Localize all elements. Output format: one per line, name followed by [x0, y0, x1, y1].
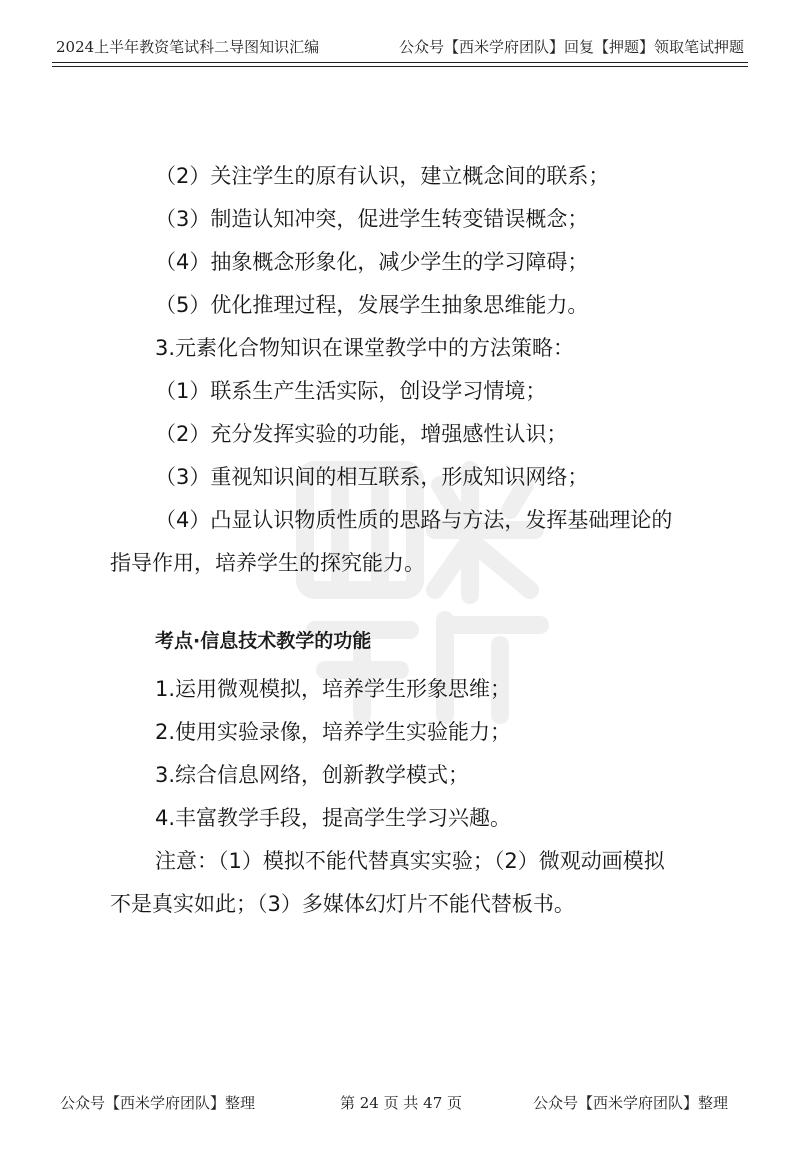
- text-line: （1）联系生产生活实际，创设学习情境；: [155, 379, 547, 403]
- text-line: 指导作用，培养学生的探究能力。: [110, 551, 425, 575]
- text-line: （5）优化推理过程，发展学生抽象思维能力。: [155, 293, 589, 317]
- text-line: 4.丰富教学手段，提高学生学习兴趣。: [155, 806, 512, 830]
- footer-left: 公众号【西米学府团队】整理: [60, 1094, 256, 1112]
- text-line: （2）关注学生的原有认识，建立概念间的联系；: [155, 164, 610, 188]
- header-title: 2024上半年教资笔试科二导图知识汇编: [56, 38, 320, 56]
- header-promo: 公众号【西米学府团队】回复【押题】领取笔试押题: [398, 38, 744, 56]
- text-line: （3）制造认知冲突，促进学生转变错误概念；: [155, 207, 589, 231]
- text-line: （2）充分发挥实验的功能，增强感性认识；: [155, 422, 568, 446]
- header-divider: [52, 62, 748, 67]
- text-line: 2.使用实验录像，培养学生实验能力；: [155, 720, 512, 744]
- text-line: 1.运用微观模拟，培养学生形象思维；: [155, 677, 512, 701]
- page-number: 第 24 页 共 47 页: [340, 1094, 463, 1112]
- text-line: （4）凸显认识物质性质的思路与方法，发挥基础理论的: [155, 508, 673, 532]
- section-title: 考点·信息技术教学的功能: [155, 630, 372, 652]
- text-line: 3.综合信息网络，创新教学模式；: [155, 763, 470, 787]
- page-header: [56, 30, 744, 58]
- text-line: （4）抽象概念形象化，减少学生的学习障碍；: [155, 250, 589, 274]
- text-line: 不是真实如此；（3）多媒体幻灯片不能代替板书。: [110, 892, 575, 916]
- footer-right: 公众号【西米学府团队】整理: [533, 1094, 729, 1112]
- text-line: 注意：（1）模拟不能代替真实实验；（2）微观动画模拟: [155, 849, 665, 873]
- text-line: 3.元素化合物知识在课堂教学中的方法策略：: [155, 336, 575, 360]
- text-line: （3）重视知识间的相互联系，形成知识网络；: [155, 465, 589, 489]
